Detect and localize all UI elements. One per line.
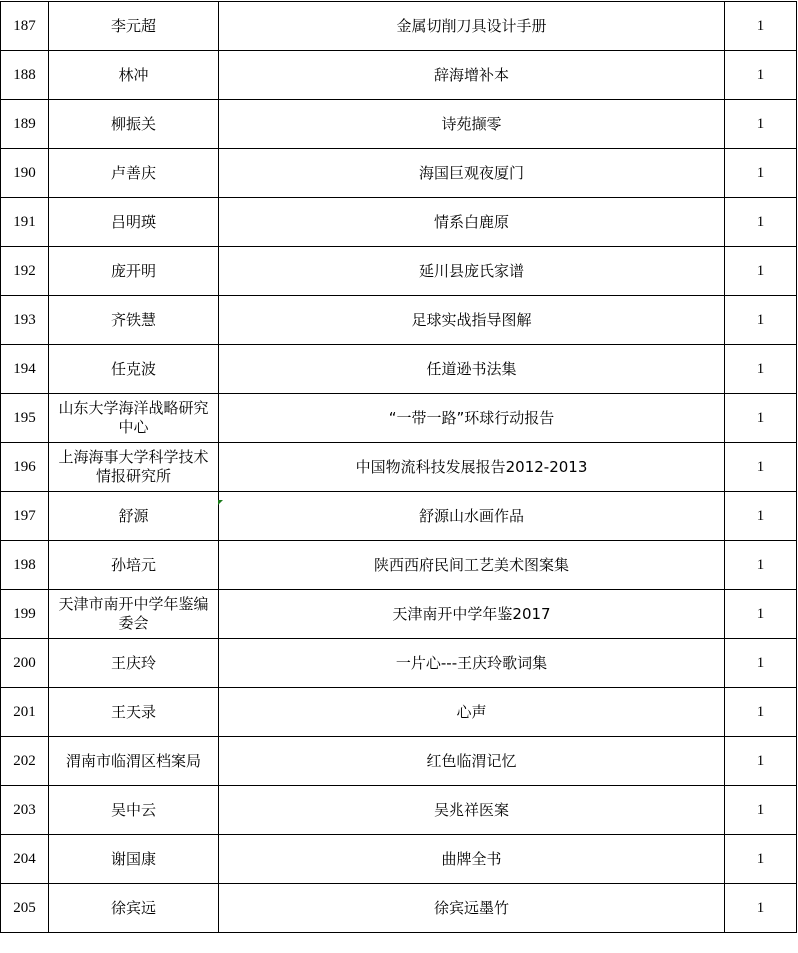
quantity-cell[interactable]: 1: [725, 590, 797, 639]
author-cell[interactable]: 李元超: [49, 2, 219, 51]
author-cell[interactable]: 徐宾远: [49, 884, 219, 933]
row-number-cell[interactable]: 204: [1, 835, 49, 884]
title-cell[interactable]: 一片心---王庆玲歌词集: [219, 639, 725, 688]
row-number-cell[interactable]: 187: [1, 2, 49, 51]
table-row[interactable]: [1, 590, 797, 639]
table-row[interactable]: [1, 737, 797, 786]
quantity-cell[interactable]: 1: [725, 639, 797, 688]
table-row[interactable]: [1, 835, 797, 884]
title-cell[interactable]: 辞海增补本: [219, 51, 725, 100]
table-row[interactable]: [1, 345, 797, 394]
title-cell[interactable]: 诗苑撷零: [219, 100, 725, 149]
quantity-cell[interactable]: 1: [725, 835, 797, 884]
author-cell[interactable]: 天津市南开中学年鉴编委会: [49, 590, 219, 639]
title-cell[interactable]: 陕西西府民间工艺美术图案集: [219, 541, 725, 590]
row-number-cell[interactable]: 191: [1, 198, 49, 247]
quantity-cell[interactable]: 1: [725, 394, 797, 443]
quantity-cell[interactable]: 1: [725, 492, 797, 541]
row-number-cell[interactable]: 188: [1, 51, 49, 100]
row-number-cell[interactable]: 201: [1, 688, 49, 737]
quantity-cell[interactable]: 1: [725, 443, 797, 492]
row-number-cell[interactable]: 205: [1, 884, 49, 933]
title-cell[interactable]: 红色临渭记忆: [219, 737, 725, 786]
table-row[interactable]: [1, 198, 797, 247]
author-cell[interactable]: 林冲: [49, 51, 219, 100]
table-row[interactable]: [1, 639, 797, 688]
author-cell[interactable]: 渭南市临渭区档案局: [49, 737, 219, 786]
table-row[interactable]: [1, 443, 797, 492]
title-cell[interactable]: 情系白鹿原: [219, 198, 725, 247]
table-row[interactable]: [1, 688, 797, 737]
row-number-cell[interactable]: 203: [1, 786, 49, 835]
quantity-cell[interactable]: 1: [725, 688, 797, 737]
author-cell[interactable]: 舒源: [49, 492, 219, 541]
row-number-cell[interactable]: 196: [1, 443, 49, 492]
author-cell[interactable]: 吕明瑛: [49, 198, 219, 247]
quantity-cell[interactable]: 1: [725, 541, 797, 590]
quantity-cell[interactable]: 1: [725, 247, 797, 296]
quantity-cell[interactable]: 1: [725, 2, 797, 51]
table-row[interactable]: [1, 786, 797, 835]
author-cell[interactable]: 王庆玲: [49, 639, 219, 688]
title-cell[interactable]: 金属切削刀具设计手册: [219, 2, 725, 51]
row-number-cell[interactable]: 194: [1, 345, 49, 394]
table-row[interactable]: [1, 247, 797, 296]
title-cell[interactable]: 天津南开中学年鉴2017: [219, 590, 725, 639]
quantity-cell[interactable]: 1: [725, 100, 797, 149]
row-number-cell[interactable]: 202: [1, 737, 49, 786]
row-number-cell[interactable]: 197: [1, 492, 49, 541]
author-cell[interactable]: 上海海事大学科学技术情报研究所: [49, 443, 219, 492]
title-cell[interactable]: 徐宾远墨竹: [219, 884, 725, 933]
row-number-cell[interactable]: 195: [1, 394, 49, 443]
table-row[interactable]: [1, 492, 797, 541]
author-cell[interactable]: 庞开明: [49, 247, 219, 296]
title-cell[interactable]: 延川县庞氏家谱: [219, 247, 725, 296]
cell-comment-marker: [218, 500, 223, 505]
quantity-cell[interactable]: 1: [725, 884, 797, 933]
table-row[interactable]: [1, 149, 797, 198]
table-row[interactable]: [1, 541, 797, 590]
quantity-cell[interactable]: 1: [725, 786, 797, 835]
table-row[interactable]: [1, 296, 797, 345]
author-cell[interactable]: 山东大学海洋战略研究中心: [49, 394, 219, 443]
title-cell[interactable]: 舒源山水画作品: [219, 492, 725, 541]
title-cell[interactable]: 足球实战指导图解: [219, 296, 725, 345]
row-number-cell[interactable]: 199: [1, 590, 49, 639]
title-cell[interactable]: 心声: [219, 688, 725, 737]
title-cell[interactable]: 任道逊书法集: [219, 345, 725, 394]
author-cell[interactable]: 吴中云: [49, 786, 219, 835]
row-number-cell[interactable]: 198: [1, 541, 49, 590]
row-number-cell[interactable]: 189: [1, 100, 49, 149]
quantity-cell[interactable]: 1: [725, 296, 797, 345]
title-cell[interactable]: 吴兆祥医案: [219, 786, 725, 835]
quantity-cell[interactable]: 1: [725, 149, 797, 198]
author-cell[interactable]: 任克波: [49, 345, 219, 394]
row-number-cell[interactable]: 200: [1, 639, 49, 688]
quantity-cell[interactable]: 1: [725, 737, 797, 786]
author-cell[interactable]: 王天录: [49, 688, 219, 737]
table-row[interactable]: [1, 394, 797, 443]
donation-table: [0, 1, 797, 933]
title-cell[interactable]: “一带一路”环球行动报告: [219, 394, 725, 443]
quantity-cell[interactable]: 1: [725, 345, 797, 394]
table-row[interactable]: [1, 100, 797, 149]
author-cell[interactable]: 齐铁慧: [49, 296, 219, 345]
author-cell[interactable]: 卢善庆: [49, 149, 219, 198]
table-body: [1, 2, 797, 933]
author-cell[interactable]: 柳振关: [49, 100, 219, 149]
author-cell[interactable]: 谢国康: [49, 835, 219, 884]
title-cell[interactable]: 海国巨观夜厦门: [219, 149, 725, 198]
table-row[interactable]: [1, 51, 797, 100]
row-number-cell[interactable]: 193: [1, 296, 49, 345]
row-number-cell[interactable]: 190: [1, 149, 49, 198]
title-cell[interactable]: 曲牌全书: [219, 835, 725, 884]
row-number-cell[interactable]: 192: [1, 247, 49, 296]
table-row[interactable]: [1, 884, 797, 933]
quantity-cell[interactable]: 1: [725, 51, 797, 100]
table-row[interactable]: [1, 2, 797, 51]
author-cell[interactable]: 孙培元: [49, 541, 219, 590]
title-cell[interactable]: 中国物流科技发展报告2012-2013: [219, 443, 725, 492]
quantity-cell[interactable]: 1: [725, 198, 797, 247]
